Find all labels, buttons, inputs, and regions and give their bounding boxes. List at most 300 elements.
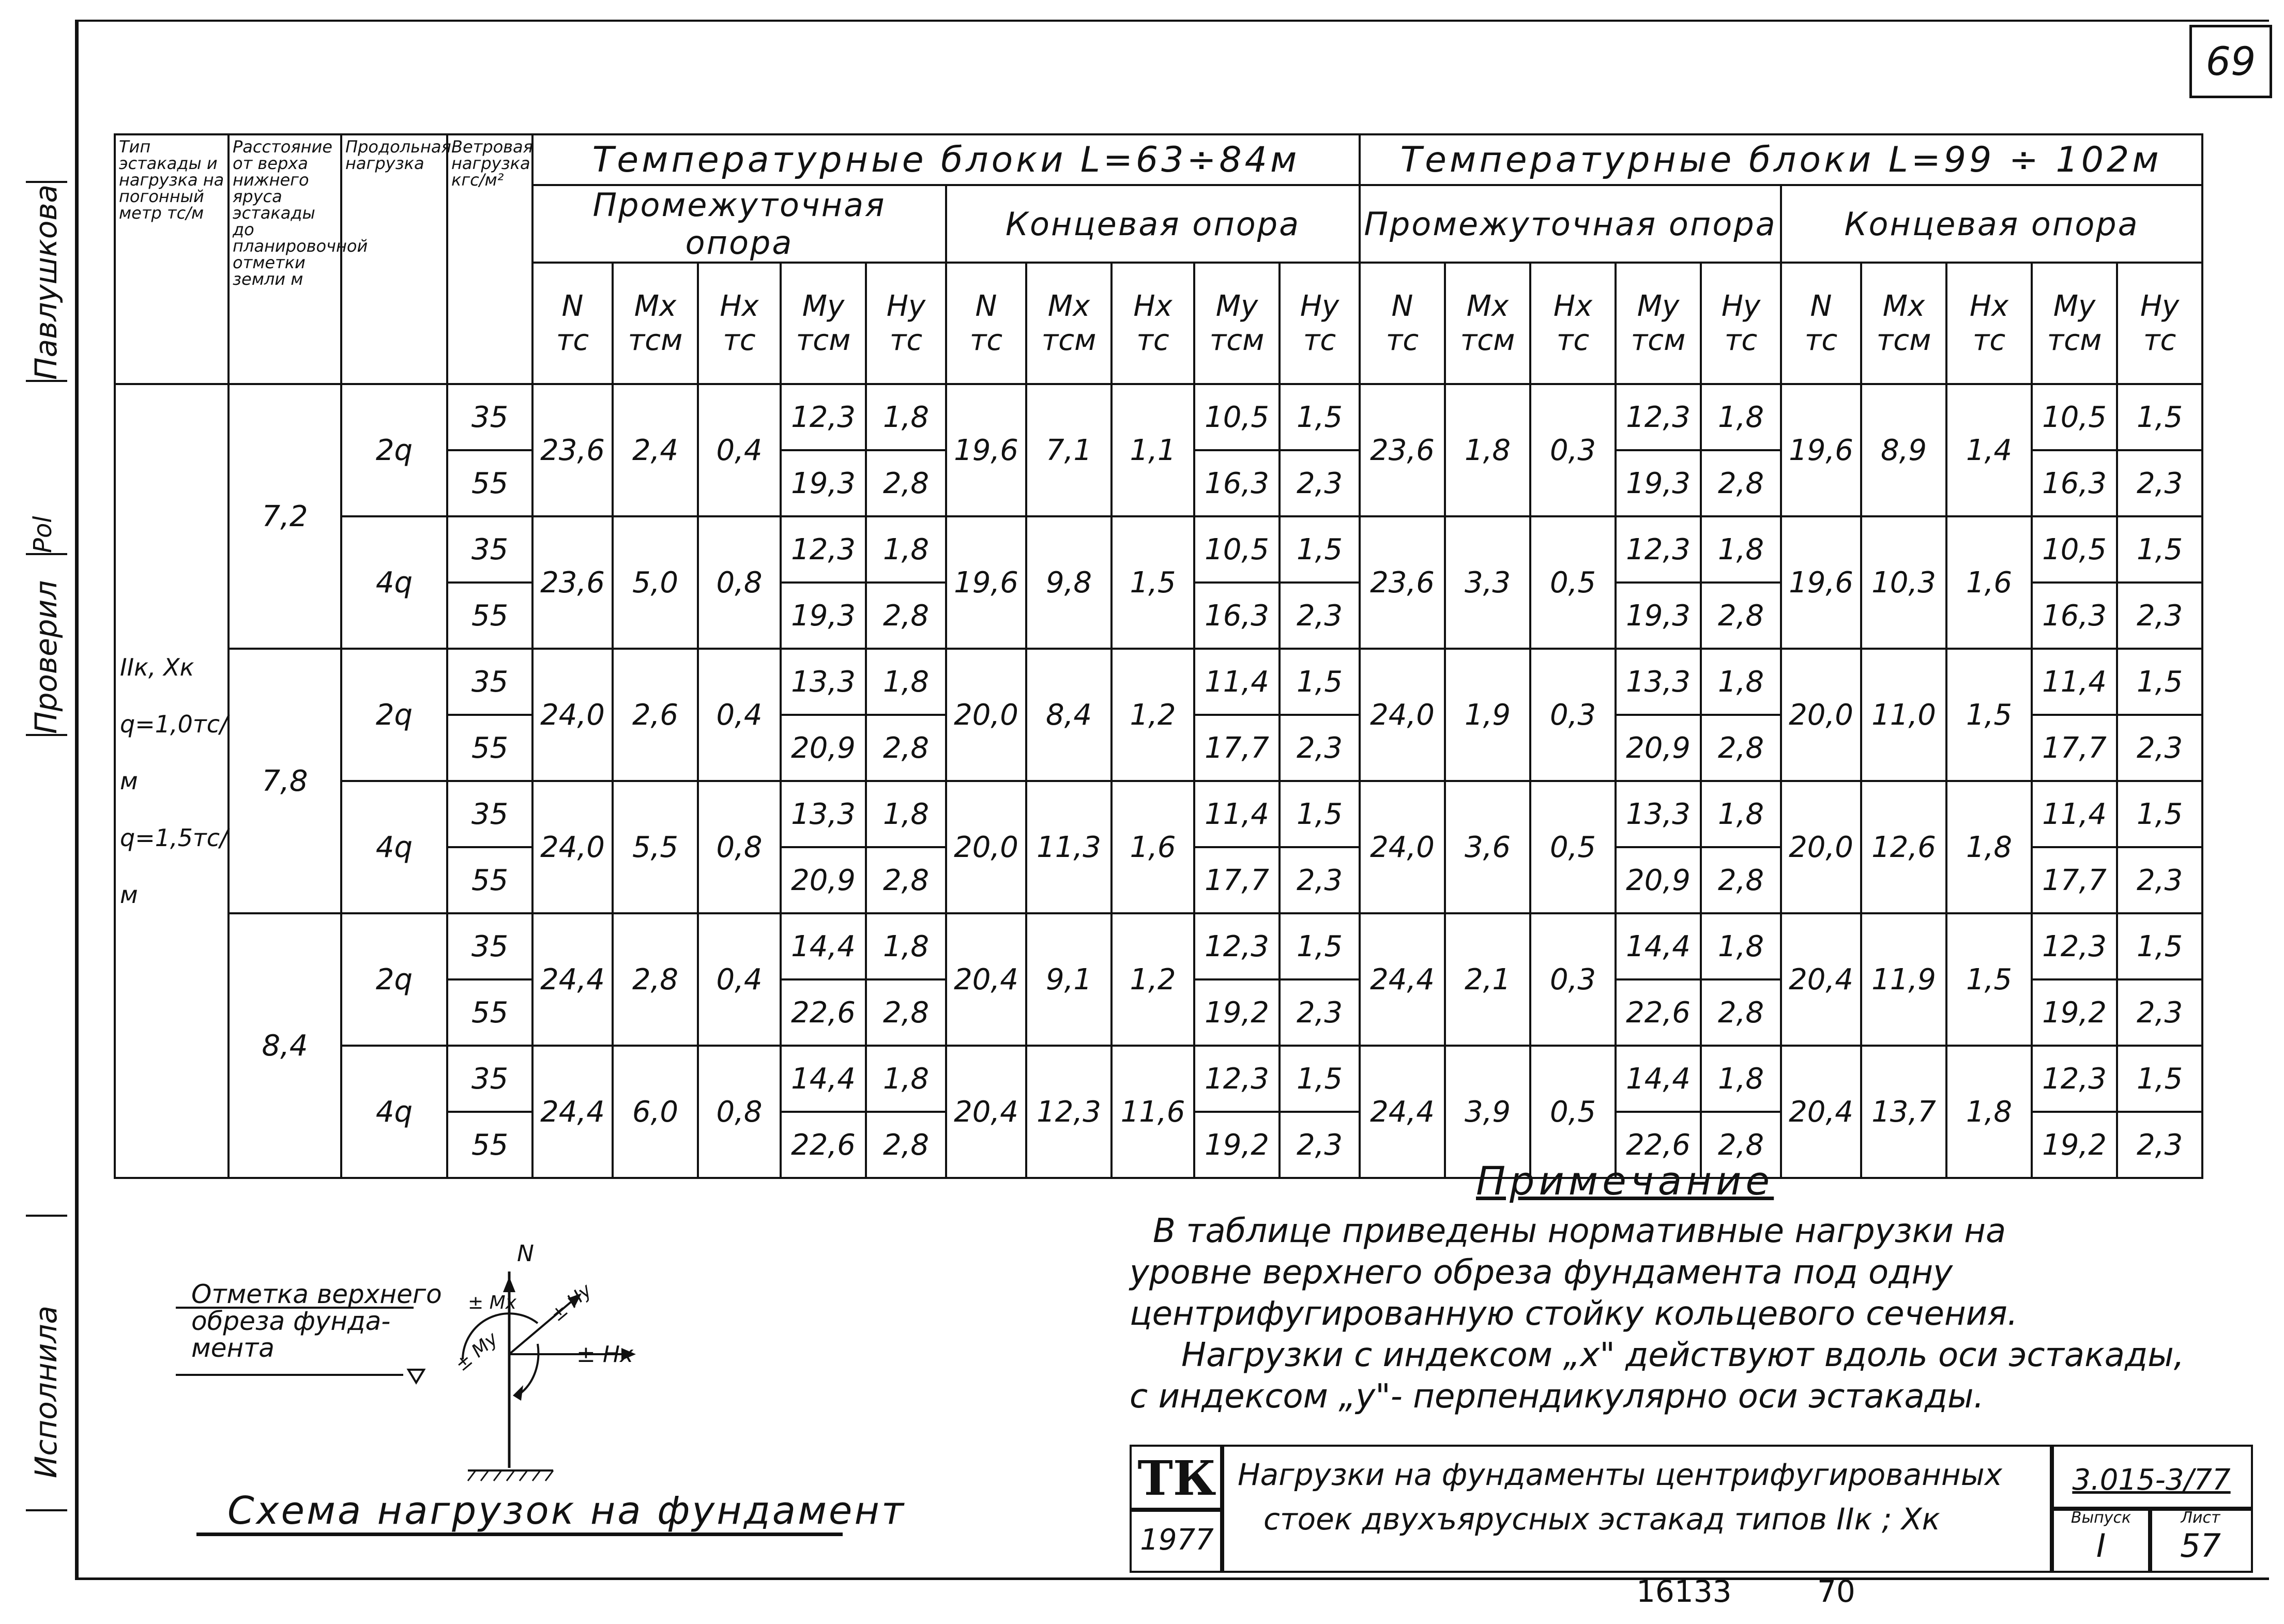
- mx-cell: 12,3: [1026, 1046, 1111, 1178]
- my-cell: 10,5: [2032, 516, 2117, 583]
- hy-cell: 2,3: [1280, 1112, 1360, 1178]
- column-unit: тсм: [1631, 323, 1686, 357]
- column-name: Hy: [886, 289, 926, 323]
- column-name: Mx: [1466, 289, 1509, 323]
- tb-title-1: Нагрузки на фундаменты центрифугированных: [1238, 1457, 2002, 1492]
- hy-cell: 1,8: [866, 384, 946, 450]
- header-wind: Ветровая нагрузка кгс/м²: [447, 134, 532, 384]
- load-cell: 4q: [341, 516, 447, 649]
- my-cell: 11,4: [1194, 649, 1280, 715]
- wind-cell: 35: [447, 384, 532, 450]
- my-cell: 14,4: [781, 1046, 866, 1112]
- my-cell: 17,7: [1194, 715, 1280, 781]
- table-row: [115, 649, 2202, 715]
- my-cell: 12,3: [1194, 913, 1280, 979]
- table-row: [115, 1046, 2202, 1112]
- header-block-1: Температурные блоки L=63÷84м: [532, 134, 1360, 185]
- n-cell: 19,6: [1781, 516, 1861, 649]
- column-header-n: [1781, 263, 1861, 384]
- n-cell: 23,6: [1360, 384, 1445, 516]
- column-header-hy: [2117, 263, 2202, 384]
- diagram-n-label: N: [517, 1240, 534, 1267]
- hx-cell: 1,5: [1111, 516, 1194, 649]
- mx-cell: 7,1: [1026, 384, 1111, 516]
- column-unit: тс: [1136, 323, 1169, 357]
- column-name: Mx: [1882, 289, 1925, 323]
- hy-cell: 2,8: [866, 715, 946, 781]
- column-name: N: [1810, 289, 1832, 323]
- n-cell: 20,0: [946, 781, 1026, 913]
- tb-year: 1977: [1140, 1523, 1214, 1557]
- hy-cell: 2,3: [2117, 715, 2202, 781]
- wind-cell: 35: [447, 649, 532, 715]
- header-longitudinal: Продольная нагрузка: [341, 134, 447, 384]
- my-cell: 13,3: [1616, 781, 1701, 847]
- column-name: Hy: [1300, 289, 1339, 323]
- my-cell: 19,2: [1194, 979, 1280, 1046]
- hy-cell: 1,5: [2117, 781, 2202, 847]
- tb-sheet-cell: [2148, 1507, 2253, 1573]
- mx-cell: 8,9: [1861, 384, 1946, 516]
- hy-cell: 2,3: [1280, 583, 1360, 649]
- n-cell: 24,4: [532, 913, 613, 1046]
- hy-cell: 1,5: [2117, 649, 2202, 715]
- diagram-my-label: ± My: [451, 1328, 503, 1376]
- sidebar-label-3: Исполнила: [28, 1306, 64, 1478]
- hy-cell: 1,5: [1280, 649, 1360, 715]
- footer-right-number: 70: [1817, 1574, 1855, 1609]
- diagram-caption: Схема нагрузок на фундамент: [227, 1489, 906, 1533]
- wind-cell: 35: [447, 516, 532, 583]
- mx-cell: 3,9: [1445, 1046, 1530, 1178]
- sidebar-divider: [26, 380, 67, 382]
- mx-cell: 5,0: [613, 516, 698, 649]
- column-name: My: [1215, 289, 1258, 323]
- mx-cell: 1,8: [1445, 384, 1530, 516]
- hy-cell: 2,3: [2117, 847, 2202, 913]
- mx-cell: 8,4: [1026, 649, 1111, 781]
- hx-cell: 1,1: [1111, 384, 1194, 516]
- hx-cell: 1,8: [1946, 1046, 2032, 1178]
- my-cell: 12,3: [1616, 516, 1701, 583]
- column-unit: тсм: [1460, 323, 1515, 357]
- my-cell: 20,9: [781, 715, 866, 781]
- wind-cell: 55: [447, 847, 532, 913]
- diagram-label-line-1: Отметка верхнего: [191, 1279, 442, 1309]
- wind-cell: 55: [447, 1112, 532, 1178]
- distance-cell: 8,4: [229, 913, 341, 1178]
- title-block: [1130, 1445, 2254, 1573]
- n-cell: 24,4: [1360, 913, 1445, 1046]
- hx-cell: 1,6: [1111, 781, 1194, 913]
- my-cell: 19,2: [2032, 1112, 2117, 1178]
- column-name: Mx: [634, 289, 677, 323]
- hy-cell: 1,5: [1280, 516, 1360, 583]
- mx-cell: 12,6: [1861, 781, 1946, 913]
- wind-cell: 55: [447, 979, 532, 1046]
- load-cell: 2q: [341, 649, 447, 781]
- hy-cell: 2,8: [866, 1112, 946, 1178]
- hy-cell: 2,3: [2117, 1112, 2202, 1178]
- hx-cell: 1,6: [1946, 516, 2032, 649]
- my-cell: 20,9: [1616, 847, 1701, 913]
- column-name: My: [1637, 289, 1680, 323]
- tb-sheet: 57: [2180, 1527, 2221, 1565]
- header-distance: Расстояние от верха нижнего яруса эстакады до планировочной отметки земли м: [229, 134, 341, 384]
- column-header-mx: [1861, 263, 1946, 384]
- hx-cell: 11,6: [1111, 1046, 1194, 1178]
- mx-cell: 9,8: [1026, 516, 1111, 649]
- column-name: My: [2053, 289, 2096, 323]
- column-name: Mx: [1047, 289, 1090, 323]
- hy-cell: 1,8: [866, 649, 946, 715]
- my-cell: 14,4: [1616, 913, 1701, 979]
- column-header-mx: [613, 263, 698, 384]
- hx-cell: 0,8: [698, 516, 781, 649]
- wind-cell: 55: [447, 715, 532, 781]
- load-cell: 4q: [341, 781, 447, 913]
- column-name: Hx: [1969, 289, 2009, 323]
- hy-cell: 2,8: [1701, 450, 1781, 516]
- header-block-2: Температурные блоки L=99 ÷ 102м: [1360, 134, 2202, 185]
- wind-cell: 35: [447, 781, 532, 847]
- hy-cell: 2,8: [1701, 583, 1781, 649]
- hy-cell: 1,5: [1280, 1046, 1360, 1112]
- column-name: N: [1391, 289, 1413, 323]
- hy-cell: 1,5: [1280, 781, 1360, 847]
- mx-cell: 11,9: [1861, 913, 1946, 1046]
- hy-cell: 1,8: [866, 516, 946, 583]
- hx-cell: 0,3: [1530, 913, 1616, 1046]
- hy-cell: 1,8: [1701, 1046, 1781, 1112]
- sidebar-divider: [26, 181, 67, 183]
- table-row: [115, 516, 2202, 583]
- hy-cell: 1,8: [1701, 649, 1781, 715]
- n-cell: 20,4: [946, 1046, 1026, 1178]
- my-cell: 17,7: [2032, 715, 2117, 781]
- column-header-my: [781, 263, 866, 384]
- header-end-2: Концевая опора: [1781, 185, 2202, 263]
- column-header-n: [1360, 263, 1445, 384]
- n-cell: 23,6: [532, 516, 613, 649]
- column-header-mx: [1026, 263, 1111, 384]
- hy-cell: 2,8: [1701, 715, 1781, 781]
- my-cell: 12,3: [781, 384, 866, 450]
- diagram-label: [191, 1281, 442, 1361]
- my-cell: 22,6: [781, 1112, 866, 1178]
- column-name: N: [561, 289, 584, 323]
- diagram-mx-label: ± Mx: [468, 1292, 516, 1313]
- type-label: q=1,5тс/м: [120, 824, 228, 909]
- note-line-4: Нагрузки с индексом „x" действуют вдоль оси эстакады,: [1181, 1336, 2185, 1374]
- n-cell: 19,6: [946, 384, 1026, 516]
- sidebar-divider: [26, 1509, 67, 1511]
- load-cell: 2q: [341, 384, 447, 516]
- my-cell: 20,9: [781, 847, 866, 913]
- table-row: [115, 781, 2202, 847]
- mx-cell: 5,5: [613, 781, 698, 913]
- my-cell: 22,6: [781, 979, 866, 1046]
- hx-cell: 0,5: [1530, 1046, 1616, 1178]
- wind-cell: 55: [447, 450, 532, 516]
- hx-cell: 0,8: [698, 781, 781, 913]
- hx-cell: 1,4: [1946, 384, 2032, 516]
- hx-cell: 1,8: [1946, 781, 2032, 913]
- note-line-1: В таблице приведены нормативные нагрузки на: [1153, 1212, 2006, 1250]
- my-cell: 17,7: [2032, 847, 2117, 913]
- note-line-3: центрифугированную стойку кольцевого сечения.: [1130, 1295, 2018, 1333]
- wind-cell: 35: [447, 913, 532, 979]
- my-cell: 14,4: [781, 913, 866, 979]
- mx-cell: 9,1: [1026, 913, 1111, 1046]
- column-header-my: [2032, 263, 2117, 384]
- my-cell: 13,3: [1616, 649, 1701, 715]
- my-cell: 11,4: [1194, 781, 1280, 847]
- table-row: [115, 384, 2202, 450]
- hx-cell: 1,2: [1111, 649, 1194, 781]
- mx-cell: 11,3: [1026, 781, 1111, 913]
- tb-year-cell: [1130, 1508, 1224, 1573]
- hy-cell: 2,3: [1280, 715, 1360, 781]
- column-unit: тс: [889, 323, 923, 357]
- mx-cell: 11,0: [1861, 649, 1946, 781]
- type-label: q=1,0тс/м: [120, 710, 228, 795]
- load-cell: 4q: [341, 1046, 447, 1178]
- n-cell: 24,0: [532, 781, 613, 913]
- n-cell: 20,4: [1781, 1046, 1861, 1178]
- my-cell: 22,6: [1616, 979, 1701, 1046]
- type-label: IIк, Xк: [120, 653, 194, 681]
- hy-cell: 2,3: [2117, 583, 2202, 649]
- my-cell: 10,5: [2032, 384, 2117, 450]
- tb-code-cell: [2050, 1445, 2253, 1511]
- tb-code: 3.015-3/77: [2072, 1463, 2231, 1497]
- hy-cell: 1,8: [1701, 913, 1781, 979]
- n-cell: 24,4: [532, 1046, 613, 1178]
- hx-cell: 1,5: [1946, 649, 2032, 781]
- tb-issue-cell: [2050, 1507, 2152, 1573]
- hx-cell: 0,5: [1530, 516, 1616, 649]
- hy-cell: 1,8: [1701, 781, 1781, 847]
- my-cell: 11,4: [2032, 649, 2117, 715]
- mx-cell: 13,7: [1861, 1046, 1946, 1178]
- tb-title-2: стоек двухъярусных эстакад типов IIк ; Xк: [1263, 1502, 1940, 1537]
- hy-cell: 1,5: [2117, 516, 2202, 583]
- column-header-hx: [1946, 263, 2032, 384]
- my-cell: 12,3: [2032, 913, 2117, 979]
- sidebar-divider: [26, 734, 67, 736]
- column-name: Hy: [2140, 289, 2180, 323]
- tb-org: ТК: [1137, 1450, 1216, 1506]
- column-unit: тс: [1724, 323, 1758, 357]
- column-unit: тсм: [2047, 323, 2102, 357]
- diagram-label-line-2: обреза фунда-: [191, 1306, 391, 1336]
- hx-cell: 0,4: [698, 649, 781, 781]
- my-cell: 16,3: [2032, 450, 2117, 516]
- my-cell: 13,3: [781, 781, 866, 847]
- distance-cell: 7,2: [229, 384, 341, 649]
- my-cell: 22,6: [1616, 1112, 1701, 1178]
- mx-cell: 2,1: [1445, 913, 1530, 1046]
- n-cell: 24,0: [1360, 649, 1445, 781]
- hy-cell: 1,5: [2117, 1046, 2202, 1112]
- sidebar-divider: [26, 1215, 67, 1217]
- tb-sheet-label: Лист: [2181, 1509, 2220, 1527]
- type-cell: [115, 384, 229, 1178]
- diagram-hx-label: ± Hx: [576, 1341, 633, 1368]
- column-unit: тсм: [1041, 323, 1097, 357]
- wind-cell: 35: [447, 1046, 532, 1112]
- mx-cell: 2,8: [613, 913, 698, 1046]
- tb-org-cell: [1130, 1445, 1224, 1512]
- column-unit: тс: [1972, 323, 2006, 357]
- n-cell: 24,4: [1360, 1046, 1445, 1178]
- my-cell: 16,3: [1194, 450, 1280, 516]
- column-unit: тсм: [1209, 323, 1265, 357]
- caption-underline: [196, 1533, 843, 1536]
- hy-cell: 2,8: [866, 450, 946, 516]
- n-cell: 24,0: [1360, 781, 1445, 913]
- column-header-hy: [1280, 263, 1360, 384]
- loads-table: [114, 133, 2203, 1179]
- my-cell: 10,5: [1194, 516, 1280, 583]
- hy-cell: 1,8: [866, 913, 946, 979]
- hy-cell: 2,8: [866, 847, 946, 913]
- column-header-my: [1194, 263, 1280, 384]
- column-name: Hy: [1721, 289, 1761, 323]
- diagram-hy-label: ± Hy: [546, 1279, 596, 1326]
- table-row: [115, 913, 2202, 979]
- my-cell: 16,3: [2032, 583, 2117, 649]
- hy-cell: 1,5: [1280, 384, 1360, 450]
- column-header-hy: [1701, 263, 1781, 384]
- tb-issue: I: [2096, 1527, 2106, 1565]
- column-unit: тс: [556, 323, 589, 357]
- signature: Pol: [28, 516, 57, 553]
- column-header-n: [532, 263, 613, 384]
- column-name: Hx: [1133, 289, 1173, 323]
- my-cell: 17,7: [1194, 847, 1280, 913]
- column-unit: тс: [723, 323, 756, 357]
- my-cell: 11,4: [2032, 781, 2117, 847]
- my-cell: 19,3: [1616, 450, 1701, 516]
- column-unit: тс: [969, 323, 1003, 357]
- column-name: Hx: [720, 289, 759, 323]
- column-header-hy: [866, 263, 946, 384]
- mx-cell: 1,9: [1445, 649, 1530, 781]
- tb-issue-label: Выпуск: [2070, 1509, 2131, 1527]
- note-title: Примечание: [1476, 1158, 1774, 1204]
- mx-cell: 3,3: [1445, 516, 1530, 649]
- my-cell: 19,3: [781, 583, 866, 649]
- column-header-my: [1616, 263, 1701, 384]
- load-cell: 2q: [341, 913, 447, 1046]
- hx-cell: 0,5: [1530, 781, 1616, 913]
- hy-cell: 2,3: [2117, 979, 2202, 1046]
- hy-cell: 2,8: [866, 979, 946, 1046]
- hy-cell: 2,3: [2117, 450, 2202, 516]
- note-line-5: с индексом „y"- перпендикулярно оси эстакады.: [1130, 1377, 1984, 1416]
- header-intermediate-2: Промежуточная опора: [1360, 185, 1781, 263]
- my-cell: 19,2: [1194, 1112, 1280, 1178]
- column-unit: тс: [1303, 323, 1336, 357]
- n-cell: 20,0: [1781, 649, 1861, 781]
- hy-cell: 1,8: [1701, 516, 1781, 583]
- hy-cell: 2,8: [1701, 979, 1781, 1046]
- n-cell: 20,0: [1781, 781, 1861, 913]
- hy-cell: 2,3: [1280, 847, 1360, 913]
- hx-cell: 1,5: [1946, 913, 2032, 1046]
- header-type: Тип эстакады и нагрузка на погонный метр тс/м: [115, 134, 229, 384]
- my-cell: 12,3: [781, 516, 866, 583]
- header-end-1: Концевая опора: [946, 185, 1360, 263]
- hx-cell: 0,8: [698, 1046, 781, 1178]
- column-unit: тсм: [1876, 323, 1931, 357]
- hy-cell: 1,8: [866, 1046, 946, 1112]
- column-name: My: [802, 289, 845, 323]
- hy-cell: 2,8: [1701, 1112, 1781, 1178]
- hx-cell: 0,4: [698, 913, 781, 1046]
- n-cell: 20,4: [946, 913, 1026, 1046]
- page-number: 69: [2189, 25, 2272, 98]
- my-cell: 13,3: [781, 649, 866, 715]
- mx-cell: 10,3: [1861, 516, 1946, 649]
- distance-cell: 7,8: [229, 649, 341, 913]
- my-cell: 19,2: [2032, 979, 2117, 1046]
- my-cell: 10,5: [1194, 384, 1280, 450]
- column-unit: тс: [2143, 323, 2176, 357]
- my-cell: 19,3: [781, 450, 866, 516]
- n-cell: 19,6: [946, 516, 1026, 649]
- hx-cell: 1,2: [1111, 913, 1194, 1046]
- my-cell: 12,3: [1194, 1046, 1280, 1112]
- mx-cell: 6,0: [613, 1046, 698, 1178]
- column-unit: тс: [1804, 323, 1838, 357]
- hy-cell: 2,8: [866, 583, 946, 649]
- sidebar-divider: [26, 553, 67, 555]
- my-cell: 16,3: [1194, 583, 1280, 649]
- hy-cell: 1,8: [866, 781, 946, 847]
- wind-cell: 55: [447, 583, 532, 649]
- hy-cell: 2,3: [1280, 979, 1360, 1046]
- column-unit: тс: [1556, 323, 1590, 357]
- my-cell: 14,4: [1616, 1046, 1701, 1112]
- column-unit: тс: [1385, 323, 1419, 357]
- hy-cell: 1,8: [1701, 384, 1781, 450]
- column-header-hx: [698, 263, 781, 384]
- n-cell: 20,0: [946, 649, 1026, 781]
- column-header-hx: [1111, 263, 1194, 384]
- mx-cell: 2,6: [613, 649, 698, 781]
- hx-cell: 0,4: [698, 384, 781, 516]
- footer-left-number: 16133: [1636, 1574, 1732, 1609]
- hy-cell: 2,3: [1280, 450, 1360, 516]
- hy-cell: 1,5: [2117, 913, 2202, 979]
- column-name: N: [975, 289, 997, 323]
- n-cell: 19,6: [1781, 384, 1861, 516]
- hy-cell: 1,5: [2117, 384, 2202, 450]
- n-cell: 23,6: [1360, 516, 1445, 649]
- note-line-2: уровне верхнего обреза фундамента под одну: [1130, 1253, 1953, 1292]
- my-cell: 20,9: [1616, 715, 1701, 781]
- tb-title-cell: [1220, 1445, 2054, 1573]
- column-unit: тсм: [796, 323, 851, 357]
- n-cell: 20,4: [1781, 913, 1861, 1046]
- hx-cell: 0,3: [1530, 649, 1616, 781]
- hx-cell: 0,3: [1530, 384, 1616, 516]
- n-cell: 23,6: [532, 384, 613, 516]
- my-cell: 19,3: [1616, 583, 1701, 649]
